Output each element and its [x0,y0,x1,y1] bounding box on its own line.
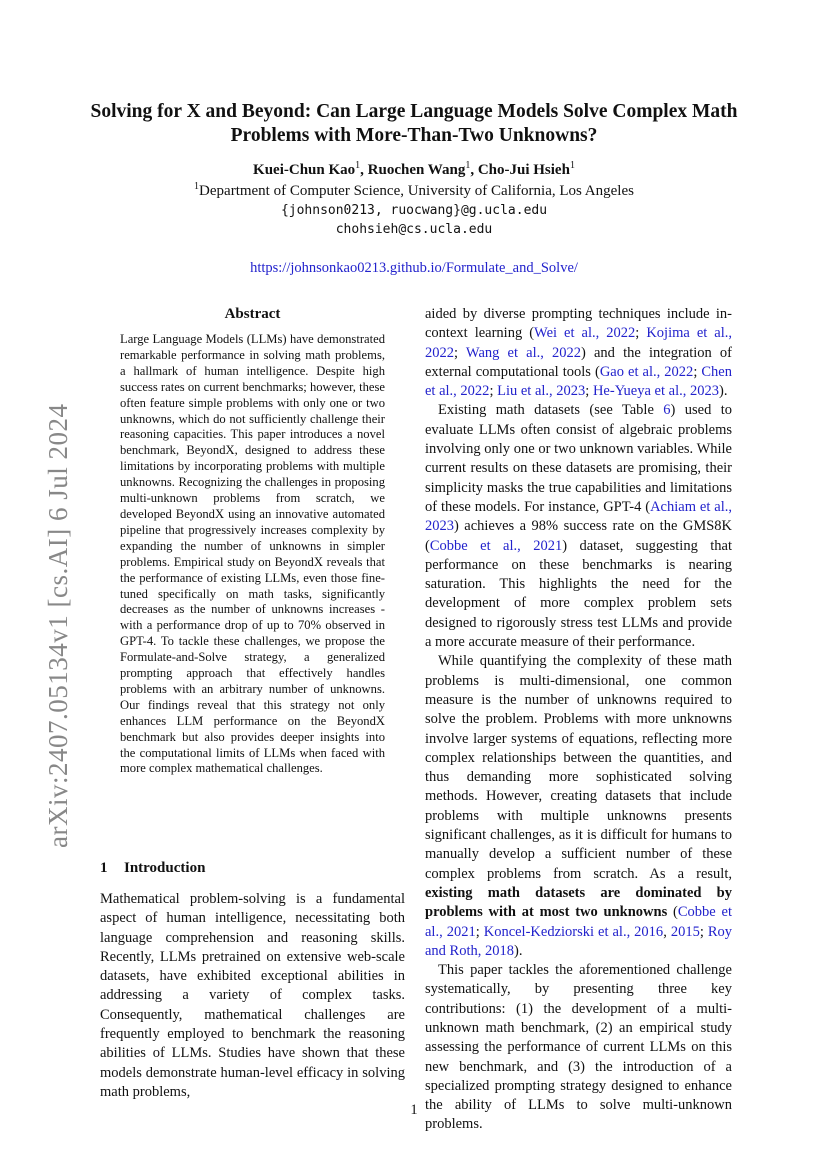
citation-link[interactable]: Gao et al., 2022 [599,363,694,380]
right-paragraph-1 [425,305,732,401]
author-separator: , [360,162,368,178]
body-text: ) and the integration of external computational tools ( [425,344,732,380]
body-text: ; [585,383,593,400]
affiliation [90,181,738,200]
page-number: 1 [410,1102,418,1118]
email-line-2: chohsieh@cs.ucla.edu [335,222,493,237]
citation-link[interactable]: Achiam et al., 2023 [425,498,732,535]
body-text: ) used to evaluate LLMs often consist of algebraic problems involving only one or two unknown variables. While current results on these datasets are promising, their simplicity masks the true capabilities and limitations of these models. For instance, GPT-4 ( [425,402,733,515]
section-number: 1 [100,860,108,876]
citation-link[interactable]: Roy and Roth, 2018 [425,923,732,959]
author-affiliation-marker: 1 [465,160,471,171]
citation-link[interactable]: He-Yueya et al., 2023 [592,383,719,400]
section-heading-introduction [100,860,205,877]
author-name: Kuei-Chun Kao [253,162,356,178]
right-column [425,305,732,1135]
citation-link[interactable]: Koncel-Kedziorski et al., 2016 [483,923,664,940]
citation-link[interactable]: Wang et al., 2022 [465,344,582,361]
body-text: ). [514,942,523,959]
emphasis-text: existing math datasets are dominated by problems with at most two unknowns [425,884,732,921]
citation-link[interactable]: 6 [663,402,671,419]
paper-title: Solving for X and Beyond: Can Large Language Models Solve Complex Math Problems with More-Than-Two Unknowns? [90,101,738,146]
body-text: , [663,923,671,940]
body-text: ; [635,325,647,342]
right-paragraph-2 [425,401,732,652]
author-separator: , [470,162,478,178]
body-text: ; [489,383,498,400]
author-name: Ruochen Wang [367,162,466,178]
body-text: ; [693,363,702,380]
citation-link[interactable]: Liu et al., 2023 [497,383,586,400]
intro-paragraph-1: Mathematical problem-solving is a fundamental aspect of human intelligence, necessitating both language comprehension and reasoning skills. Recently, LLMs pretrained on extensive web-scale datasets, have exhibited exceptional abilities in addressing a variety of complex tasks. Consequently, mathematical challenges are frequently employed to benchmark the reasoning abilities of LLMs. Studies have shown that these models demonstrate human-level efficacy in solving math problems, [100,891,405,1100]
body-text: ) achieves a 98% success rate on the GMS8K ( [425,518,732,554]
citation-link[interactable]: Kojima et al., 2022 [425,325,733,361]
body-text: ; [475,923,484,940]
body-text: ; [454,344,466,361]
citation-link[interactable]: Wei et al., 2022 [534,325,636,342]
abstract-text: Large Language Models (LLMs) have demonstrated remarkable performance in solving math problems, a hallmark of human intelligence. Despite high success rates on current benchmarks; however, these often feature simple problems with only one or two unknowns, which do not sufficiently challenge their reasoning capacities. This paper introduces a novel benchmark, BeyondX, designed to address these limitations by incorporating problems with multiple unknowns. Recognizing the challenges in proposing multi-unknown problems from scratch, we developed BeyondX using an innovative automated pipeline that progressively increases complexity by expanding the number of unknowns in simpler problems. Empirical study on BeyondX reveals that the performance of existing LLMs, even those fine-tuned specifically on math tasks, significantly decreases as the number of unknowns increases - with a performance drop of up to 70% observed in GPT-4. To tackle these challenges, we propose the Formulate-and-Solve strategy, a generalized prompting approach that effectively handles problems with an arbitrary number of unknowns. Our findings reveal that this strategy not only enhances LLM performance on the BeyondX benchmark but also provides deeper insights into the computational limits of LLMs when faced with more complex mathematical challenges. [120,332,385,776]
citation-link[interactable]: Cobbe et al., 2021 [429,537,563,554]
right-paragraph-3 [425,652,732,961]
citation-link[interactable]: Cobbe et al., 2021 [425,904,732,940]
body-text: This paper tackles the aforementioned challenge systematically, by presenting three key contributions: (1) the development of a multi-unknown math benchmark, (2) an empirical study assessing the performance of current LLMs on this new benchmark, and (3) the introduction of a specialized prompting strategy designed to enhance the ability of LLMs to solve multi-unknown problems. [425,962,732,1133]
body-text: ) dataset, suggesting that performance on these benchmarks is nearing saturation. This highlights the need for the development of more complex problem sets designed to rigorously stress test LLMs and provide a more accurate measure of their performance. [425,537,732,651]
section-title: Introduction [124,860,206,876]
author-affiliation-marker: 1 [569,160,575,171]
affiliation-text: Department of Computer Science, University of California, Los Angeles [199,183,634,199]
author-list [90,160,738,179]
author-affiliation-marker: 1 [355,160,361,171]
body-text: While quantifying the complexity of these math problems is multi-dimensional, one common measure is the number of unknowns required to solve the problem. Problems with more unknowns involve larger systems of equations, reflecting more complex relationships between the quantities, and thus demanding more sophisticated solving methods. However, creating datasets that include problems with multiple unknowns presents significant challenges, as it is difficult for humans to manually develop a sufficient number of these complex problems from scratch. As a result, [425,653,732,882]
project-url-link[interactable]: https://johnsonkao0213.github.io/Formulate_and_Solve/ [250,260,578,276]
affiliation-marker: 1 [194,181,200,192]
email-line-1: {johnson0213, ruocwang}@g.ucla.edu [280,203,548,218]
arxiv-sidebar [18,388,73,848]
citation-link[interactable]: Chen et al., 2022 [425,363,732,400]
author-name: Cho-Jui Hsieh [477,162,570,178]
arxiv-identifier: arXiv:2407.05134v1 [cs.AI] 6 Jul 2024 [43,403,73,848]
body-text: ; [699,923,708,940]
body-text: aided by diverse prompting techniques include in-context learning ( [425,306,732,342]
abstract-heading: Abstract [224,306,281,322]
body-text: ). [718,383,728,400]
body-text: Existing math datasets (see Table [438,402,664,419]
citation-link[interactable]: 2015 [670,923,700,940]
body-text: ( [667,904,678,921]
